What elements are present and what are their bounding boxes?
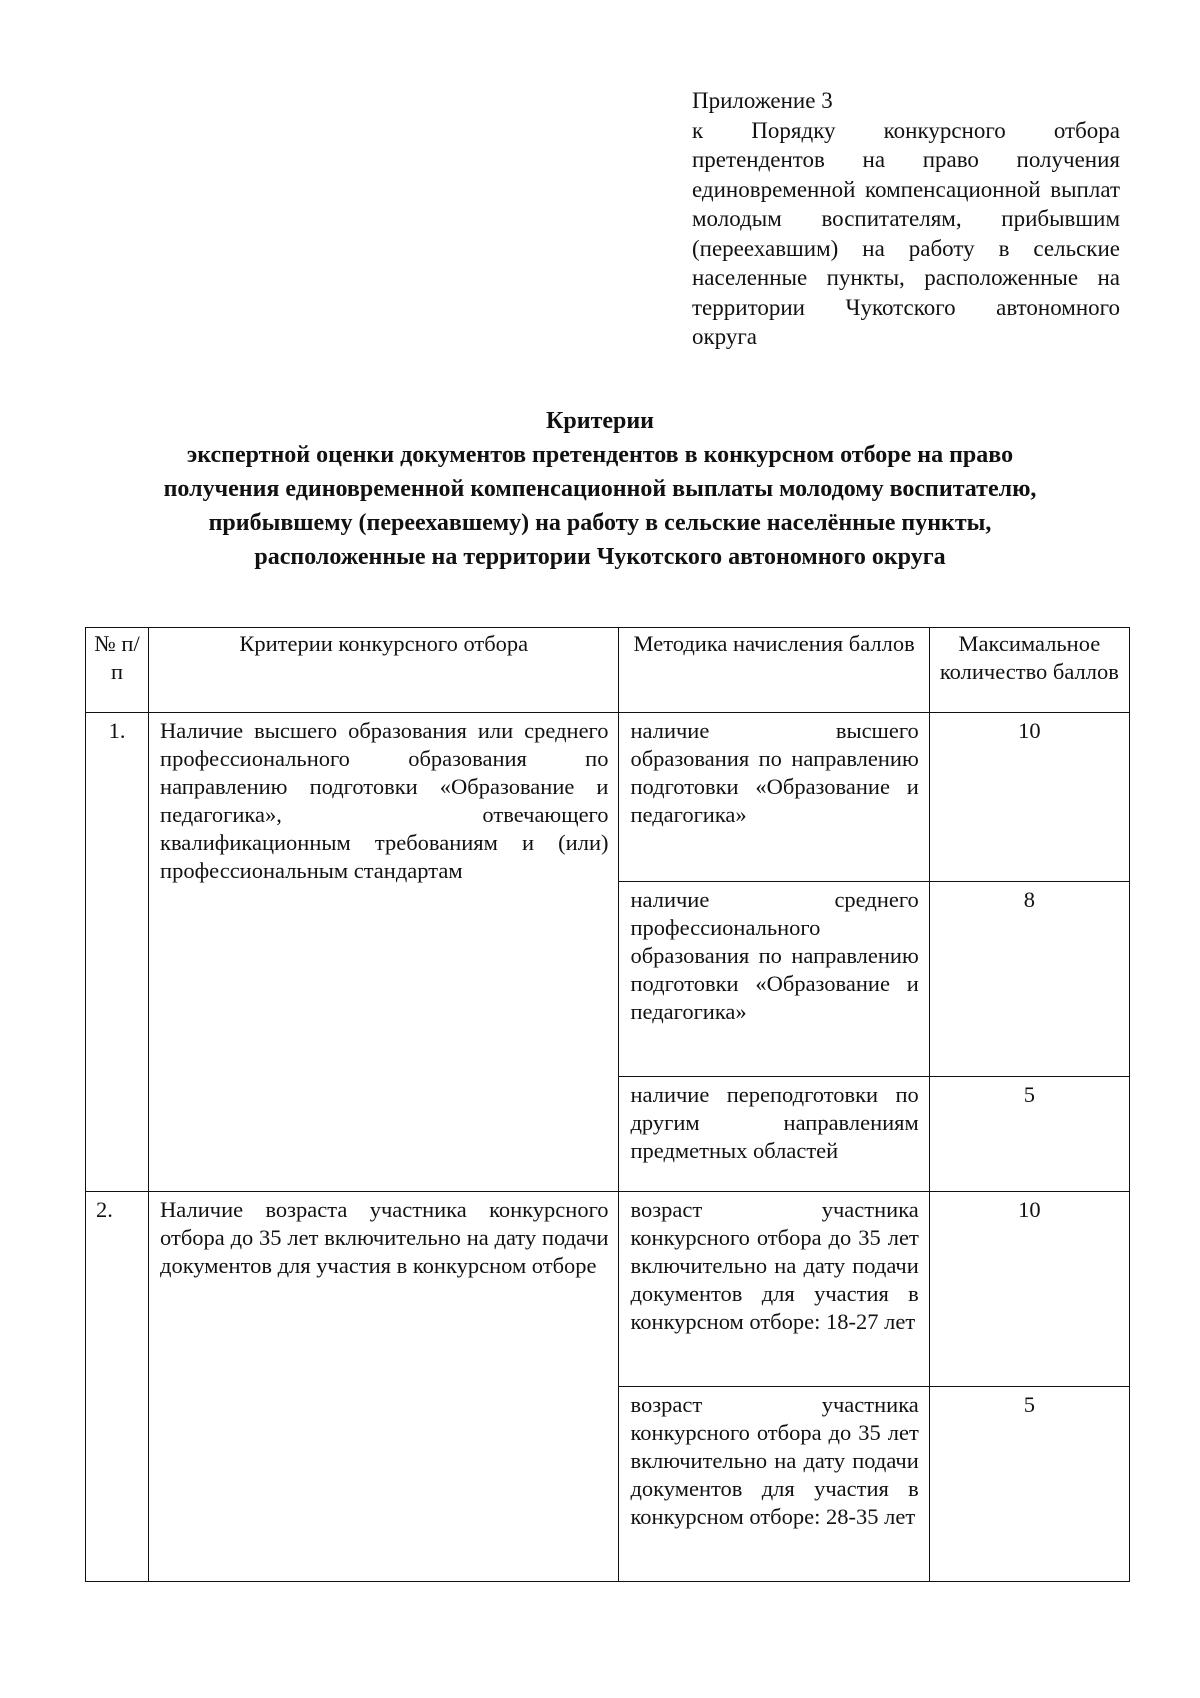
header-method: Методика начисления баллов [633,631,915,656]
header-criteria: Критерии конкурсного отбора [239,631,529,656]
row-num-cell [86,713,149,1192]
appendix-title: Приложение 3 [692,88,833,113]
heading-title: Критерии [545,408,655,434]
method-cell [619,1077,929,1192]
method-text: наличие высшего образования по направлению подготовки «Образование и педагогика» [630,718,919,827]
row-number: 1. [108,718,126,743]
header-num-cell [86,628,149,713]
header-method-cell [619,628,929,713]
points-cell [929,1077,1129,1192]
row-criteria-cell [149,713,619,1192]
row-criteria-cell [149,1192,619,1582]
document-heading [100,404,1100,574]
method-cell [619,713,929,882]
points-cell [929,1387,1129,1582]
row-num-cell [86,1192,149,1582]
method-cell [619,882,929,1077]
points-cell [929,1192,1129,1387]
points-value: 8 [1023,887,1036,912]
header-criteria-cell [149,628,619,713]
row-number: 2. [96,1197,113,1222]
method-text: возраст участника конкурсного отбора до 35 лет включительно на дату подачи документов для участия в конкурсном отборе: 28-35 лет [630,1392,919,1529]
row-criteria: Наличие возраста участника конкурсного отбора до 35 лет включительно на дату подачи документов для участия в конкурсном отборе [160,1197,609,1278]
header-max-points: Максимальное количество баллов [939,631,1119,684]
method-cell [619,1192,929,1387]
method-text: наличие среднего профессионального образования по направлению подготовки «Образование и педагогика» [630,887,919,1024]
row-criteria: Наличие высшего образования или среднего профессионального образования по направлению подготовки «Образование и педагогика», отвечающего квалификационным требованиям и (или) профессиональным стандартам [160,718,609,883]
method-text: возраст участника конкурсного отбора до 35 лет включительно на дату подачи документов для участия в конкурсном отборе: 18-27 лет [630,1197,919,1334]
points-value: 10 [1018,718,1041,743]
points-cell [929,713,1129,882]
table-header-row [86,628,1130,713]
method-cell [619,1387,929,1582]
criteria-table [85,627,1130,1582]
heading-subtitle: экспертной оценки документов претендентов в конкурсном отборе на право получения единовременной компенсационной выплаты молодому воспитателю, прибывшему (переехавшему) на работу в сельские населённые пункты, расположенные на территории Чукотского автономного округа [163,442,1037,570]
header-max-cell [929,628,1129,713]
points-value: 5 [1023,1082,1036,1107]
table-row [86,713,1130,882]
points-cell [929,882,1129,1077]
points-value: 10 [1018,1197,1041,1222]
table-row [86,1192,1130,1387]
header-num: № п/п [94,631,140,684]
method-text: наличие переподготовки по другим направлениям предметных областей [630,1082,919,1163]
points-value: 5 [1023,1392,1036,1417]
appendix-block [692,86,1120,352]
appendix-body: к Порядку конкурсного отбора претендентов на право получения единовременной компенсационной выплат молодым воспитателям, прибывшим (переехавшим) на работу в сельские населенные пункты, расположенные на территории Чукотского автономного округа [692,117,1120,349]
